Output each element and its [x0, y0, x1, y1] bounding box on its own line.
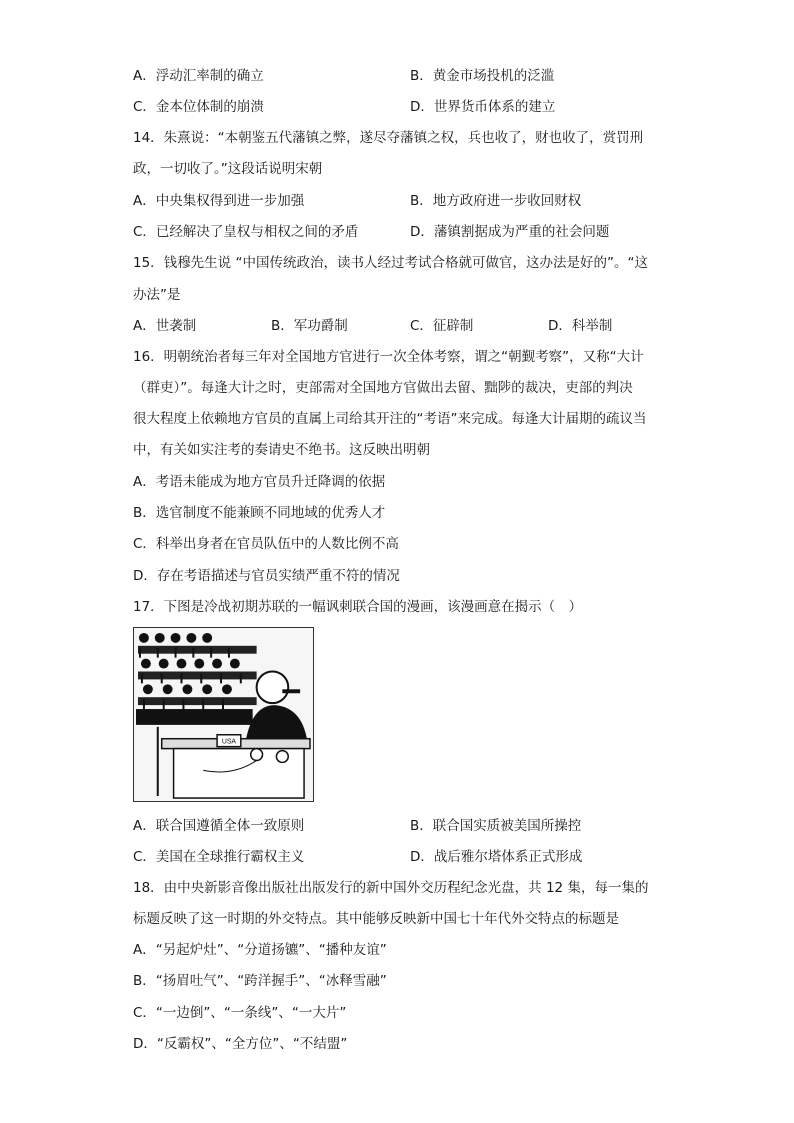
- option-b: B．黄金市场投机的泛滥: [410, 68, 555, 84]
- option-a: A．考语未能成为地方官员升迁降调的依据: [133, 474, 386, 490]
- option-a: A．联合国遵循全体一致原则: [133, 818, 305, 834]
- question-18-stem: 18．由中央新影音像出版社出版发行的新中国外交历程纪念光盘，共 12 集，每一集的: [133, 880, 649, 896]
- usa-placard-label: USA: [221, 738, 237, 746]
- question-16-stem-cont: 中，有关如实注考的奏请史不绝书。这反映出明朝: [133, 442, 430, 458]
- question-14-stem: 14．朱熹说：“本朝鉴五代藩镇之弊，遂尽夺藩镇之权，兵也收了，财也收了，赏罚刑: [133, 130, 644, 146]
- option-a: A．世袭制: [133, 318, 197, 334]
- question-15-stem-cont: 办法”是: [133, 287, 181, 303]
- option-b: B．联合国实质被美国所操控: [410, 818, 582, 834]
- option-d: D．存在考语描述与官员实绩严重不符的情况: [133, 568, 400, 584]
- question-16-stem: 16．明朝统治者每三年对全国地方官进行一次全体考察，谓之“朝觐考察”，又称“大计: [133, 349, 644, 365]
- question-14-stem-cont: 政，一切收了。”这段话说明宋朝: [133, 161, 323, 177]
- option-d: D．战后雅尔塔体系正式形成: [410, 849, 583, 865]
- option-c: C．征辟制: [410, 318, 474, 334]
- question-16-stem-cont: 很大程度上依赖地方官员的直属上司给其开注的“考语”来完成。每逢大计届期的疏议当: [133, 411, 647, 427]
- question-18-stem-cont: 标题反映了这一时期的外交特点。其中能够反映新中国七十年代外交特点的标题是: [133, 911, 619, 927]
- option-c: C．金本位体制的崩溃: [133, 99, 264, 115]
- option-d: D．世界货币体系的建立: [410, 99, 556, 115]
- option-b: B．军功爵制: [271, 318, 348, 334]
- question-16-stem-cont: （群吏）”。每逢大计之时，吏部需对全国地方官做出去留、黜陟的裁决，吏部的判决: [133, 380, 633, 396]
- option-d: D．藩镇割据成为严重的社会问题: [410, 224, 610, 240]
- option-b: B．“扬眉吐气”、“跨洋握手”、“冰释雪融”: [133, 973, 387, 989]
- option-a: A．“另起炉灶”、“分道扬镳”、“播种友谊”: [133, 942, 387, 958]
- option-a: A．中央集权得到进一步加强: [133, 193, 305, 209]
- question-17-stem: 17．下图是冷战初期苏联的一幅讽刺联合国的漫画，该漫画意在揭示（ ）: [133, 599, 583, 615]
- option-b: B．选官制度不能兼顾不同地域的优秀人才: [133, 505, 386, 521]
- option-d: D．“反霸权”、“全方位”、“不结盟”: [133, 1036, 348, 1052]
- question-15-stem: 15．钱穆先生说 “中国传统政治，读书人经过考试合格就可做官，这办法是好的”。“这: [133, 255, 648, 271]
- option-c: C．“一边倒”、“一条线”、“一大片”: [133, 1005, 347, 1021]
- option-c: C．已经解决了皇权与相权之间的矛盾: [133, 224, 359, 240]
- option-b: B．地方政府进一步收回财权: [410, 193, 582, 209]
- un-cartoon-image: [133, 627, 314, 802]
- option-a: A．浮动汇率制的确立: [133, 68, 264, 84]
- option-c: C．美国在全球推行霸权主义: [133, 849, 305, 865]
- option-c: C．科举出身者在官员队伍中的人数比例不高: [133, 536, 399, 552]
- option-d: D．科举制: [548, 318, 613, 334]
